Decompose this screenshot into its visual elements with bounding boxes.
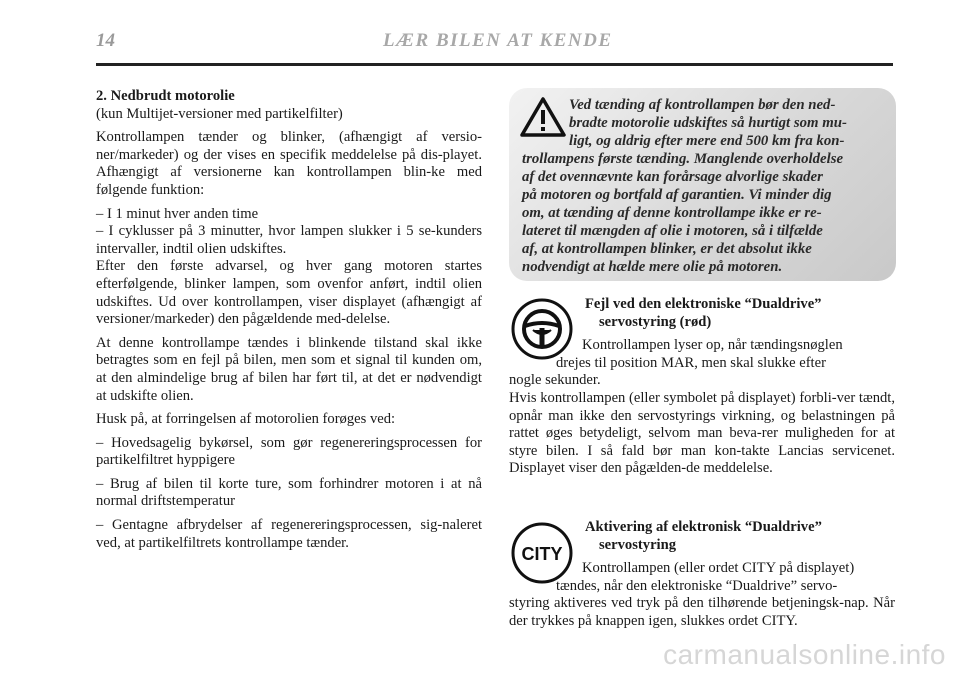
list-item: – I 1 minut hver anden time	[96, 205, 259, 222]
warning-line: ligt, og aldrig efter mere end 500 km fra kon-	[569, 133, 845, 149]
body-line: tændes, når den elektroniske “Dualdrive” servo-	[556, 577, 838, 594]
paragraph: Efter den første advarsel, og hver gang motoren startes efterfølgende, blinker lampen, som ovenfor anført, indtil olien udskiftes. Ud over kontrollampen, viser displayet (afhængigt af versioner/markeder) den pågældende med-delelse.	[96, 258, 482, 328]
header-rule	[96, 63, 893, 66]
warning-line: lateret til mængden af olie i motoren, så i tilfælde	[522, 223, 823, 239]
paragraph: At denne kontrollampe tændes i blinkende tilstand skal ikke betragtes som en fejl på bilen, men som et signal til kunden om, at den almindelige brug af bilen har ført til, at det er nødvendigt at udskifte olien.	[96, 334, 482, 404]
list-item: – Hovedsagelig bykørsel, som gør regenereringsprocessen for partikelfiltret hyppigere	[96, 434, 482, 469]
paragraph: Kontrollampen tænder og blinker, (afhængigt af versio-ner/markeder) og der vises en specifik meddelelse på dis-playet. Afhængigt af versionerne kan kontrollampen blin-ke med følgende funktion:	[96, 129, 482, 198]
dualdrive-fault-section	[509, 296, 895, 478]
warning-line: Ved tænding af kontrollampen bør den ned-	[569, 97, 836, 113]
body-line: drejes til position MAR, men skal slukke efter	[556, 354, 826, 371]
city-icon-label: CITY	[521, 544, 563, 564]
paragraph: Husk på, at forringelsen af motorolien forøges ved:	[96, 411, 396, 428]
section-title: servostyring (rød)	[599, 313, 712, 330]
warning-line: bradte motorolie udskiftes så hurtigt som mu-	[569, 115, 847, 131]
left-column	[96, 88, 482, 558]
paragraph: Hvis kontrollampen (eller symbolet på displayet) forbli-ver tændt, opnår man ikke den servostyrings virkning, og belastningen på rattet øges betydeligt, selvom man beva-rer muligheden for at styre bilen. I så fald bør man kon-takte Lancias servicenet. Displayet viser den pågælden-de meddelelse.	[509, 389, 895, 477]
section-title: Aktivering af elektronisk “Dualdrive”	[585, 519, 822, 535]
warning-text	[522, 96, 883, 276]
list-item: – I cyklusser på 3 minutter, hvor lampen slukker i 5 se-kunders intervaller, indtil olien udskiftes.	[96, 223, 482, 257]
warning-line: trollampens første tænding. Manglende overholdelse	[522, 151, 844, 167]
body-line: nogle sekunder.	[509, 372, 601, 389]
warning-line: af, at kontrollampen blinker, er det absolut ikke	[522, 241, 812, 257]
section-subheading: (kun Multijet-versioner med partikelfilter)	[96, 105, 343, 122]
warning-line: af det ovennævnte kan forårsage alvorlige skader	[522, 169, 823, 185]
warning-line: på motoren og bortfald af garantien. Vi minder dig	[522, 187, 832, 203]
body-line: Kontrollampen lyser op, når tændingsnøglen	[582, 337, 843, 354]
section-title: Fejl ved den elektroniske “Dualdrive”	[585, 296, 822, 312]
page-number: 14	[96, 30, 115, 51]
watermark: carmanualsonline.info	[663, 639, 946, 670]
body-line: Kontrollampen (eller ordet CITY på displayet)	[582, 560, 855, 577]
dualdrive-activation-section	[509, 519, 895, 631]
section-title: servostyring	[599, 536, 677, 553]
section-heading-engine-oil: 2. Nedbrudt motorolie	[96, 88, 235, 104]
running-title: LÆR BILEN AT KENDE	[383, 30, 613, 51]
body-line: styring aktiveres ved tryk på den tilhørende betjeningsk-nap. Når der trykkes på knappen igen, slukkes ordet CITY.	[509, 595, 895, 629]
warning-line: nodvendigt at hælde mere olie på motoren.	[522, 259, 783, 275]
list-item: – Gentagne afbrydelser af regenereringsprocessen, sig-naleret ved, at partikelfiltrets kontrollampe tænder.	[96, 517, 482, 551]
warning-line: om, at tænding af denne kontrollampe ikke er re-	[522, 205, 822, 221]
list-item: – Brug af bilen til korte ture, som forhindrer motoren i at nå normal driftstemperatur	[96, 475, 482, 510]
